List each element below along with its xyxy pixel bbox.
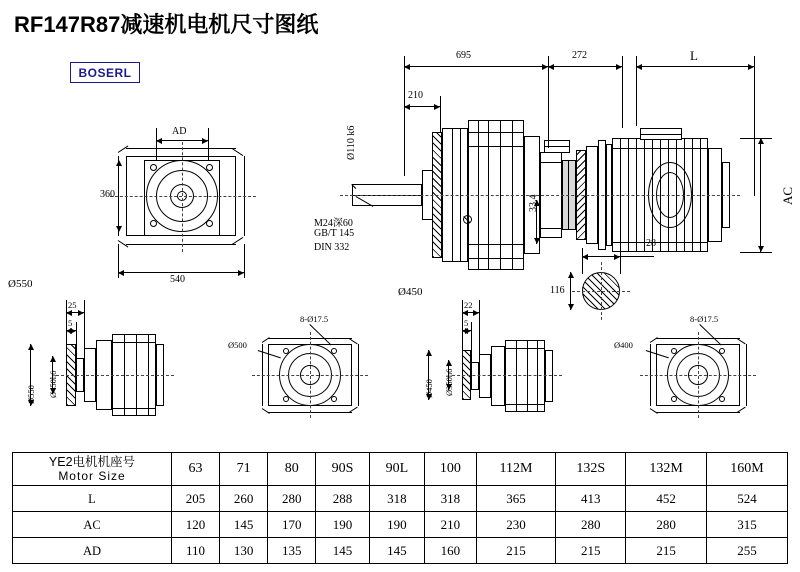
dim-272-label: 272	[572, 50, 587, 61]
thread-note-3: DIN 332	[314, 242, 350, 253]
table-row-label: L	[13, 486, 172, 512]
table-cell: 215	[476, 538, 556, 564]
table-row	[13, 512, 788, 538]
table-cell: 210	[425, 512, 477, 538]
table-col-header: 90L	[369, 453, 424, 486]
table-cell: 190	[316, 512, 369, 538]
table-col-header: 90S	[316, 453, 369, 486]
table-cell: 215	[556, 538, 626, 564]
table-cell: 413	[556, 486, 626, 512]
table-col-header: 63	[172, 453, 220, 486]
dim-360-label: 360	[100, 189, 115, 200]
table-cell: 315	[707, 512, 788, 538]
table-cell: 135	[268, 538, 316, 564]
brand-logo: BOSERL	[70, 62, 140, 83]
page-title: RF147R87减速机电机尺寸图纸	[14, 12, 319, 37]
dim-AC-label: AC	[780, 186, 795, 205]
table-cell: 230	[476, 512, 556, 538]
table-cell: 318	[425, 486, 477, 512]
thread-note-1: M24深60	[314, 218, 353, 229]
table-row-label: AC	[13, 512, 172, 538]
dim-b2-d500: Ø500	[228, 340, 247, 350]
table-header-motor-size	[13, 453, 172, 486]
dim-540-label: 540	[170, 274, 185, 285]
dim-695-label: 695	[456, 50, 471, 61]
dim-b1-d550: Ø550	[26, 385, 36, 404]
dim-L-label: L	[690, 48, 698, 63]
table-row	[13, 453, 788, 486]
table-col-header: 160M	[707, 453, 788, 486]
dim-210-label: 210	[408, 90, 423, 101]
table-cell: 205	[172, 486, 220, 512]
label-dia-550: Ø550	[8, 278, 33, 290]
table-col-header: 80	[268, 453, 316, 486]
table-cell: 280	[556, 512, 626, 538]
dim-b4-holes: 8-Ø17.5	[690, 314, 719, 324]
table-cell: 120	[172, 512, 220, 538]
dim-b3-d450: Ø450	[424, 379, 434, 398]
table-cell: 110	[172, 538, 220, 564]
table-col-header: 132S	[556, 453, 626, 486]
header-cn: YE2电机机座号	[48, 455, 136, 469]
table-col-header: 132M	[626, 453, 707, 486]
dim-b4-d400: Ø400	[614, 340, 633, 350]
dim-b2-holes: 8-Ø17.5	[300, 314, 329, 324]
table-cell: 255	[707, 538, 788, 564]
table-col-header: 100	[425, 453, 477, 486]
table-cell: 365	[476, 486, 556, 512]
table-row-label: AD	[13, 538, 172, 564]
dim-b3-d350: Ø350h6	[444, 368, 454, 396]
dim-b1-5: 5	[68, 318, 73, 328]
spec-table	[12, 452, 788, 564]
table-cell: 130	[220, 538, 268, 564]
thread-note-2: GB/T 145	[314, 228, 355, 239]
table-cell: 524	[707, 486, 788, 512]
header-en: Motor Size	[58, 469, 126, 483]
dim-116-label: 116	[550, 285, 565, 296]
dim-b1-d450: Ø450h6	[48, 370, 58, 398]
dim-b1-25: 25	[68, 300, 77, 310]
table-cell: 160	[425, 538, 477, 564]
table-cell: 190	[369, 512, 424, 538]
dim-b3-22: 22	[464, 300, 473, 310]
table-cell: 215	[626, 538, 707, 564]
dim-b3-5: 5	[464, 318, 469, 328]
table-cell: 318	[369, 486, 424, 512]
table-row	[13, 538, 788, 564]
dim-shaft-dia-label: Ø110 k6	[346, 125, 357, 160]
table-cell: 145	[369, 538, 424, 564]
dim-AD-label: AD	[172, 126, 187, 137]
table-col-header: 112M	[476, 453, 556, 486]
table-cell: 452	[626, 486, 707, 512]
table-cell: 260	[220, 486, 268, 512]
label-dia-450: Ø450	[398, 286, 423, 298]
table-cell: 145	[220, 512, 268, 538]
table-row	[13, 486, 788, 512]
table-cell: 170	[268, 512, 316, 538]
table-cell: 288	[316, 486, 369, 512]
table-col-header: 71	[220, 453, 268, 486]
table-cell: 280	[626, 512, 707, 538]
dim-28-label: 28	[646, 238, 656, 249]
dim-33-4-label: 33.4	[528, 194, 539, 212]
table-cell: 280	[268, 486, 316, 512]
table-cell: 145	[316, 538, 369, 564]
